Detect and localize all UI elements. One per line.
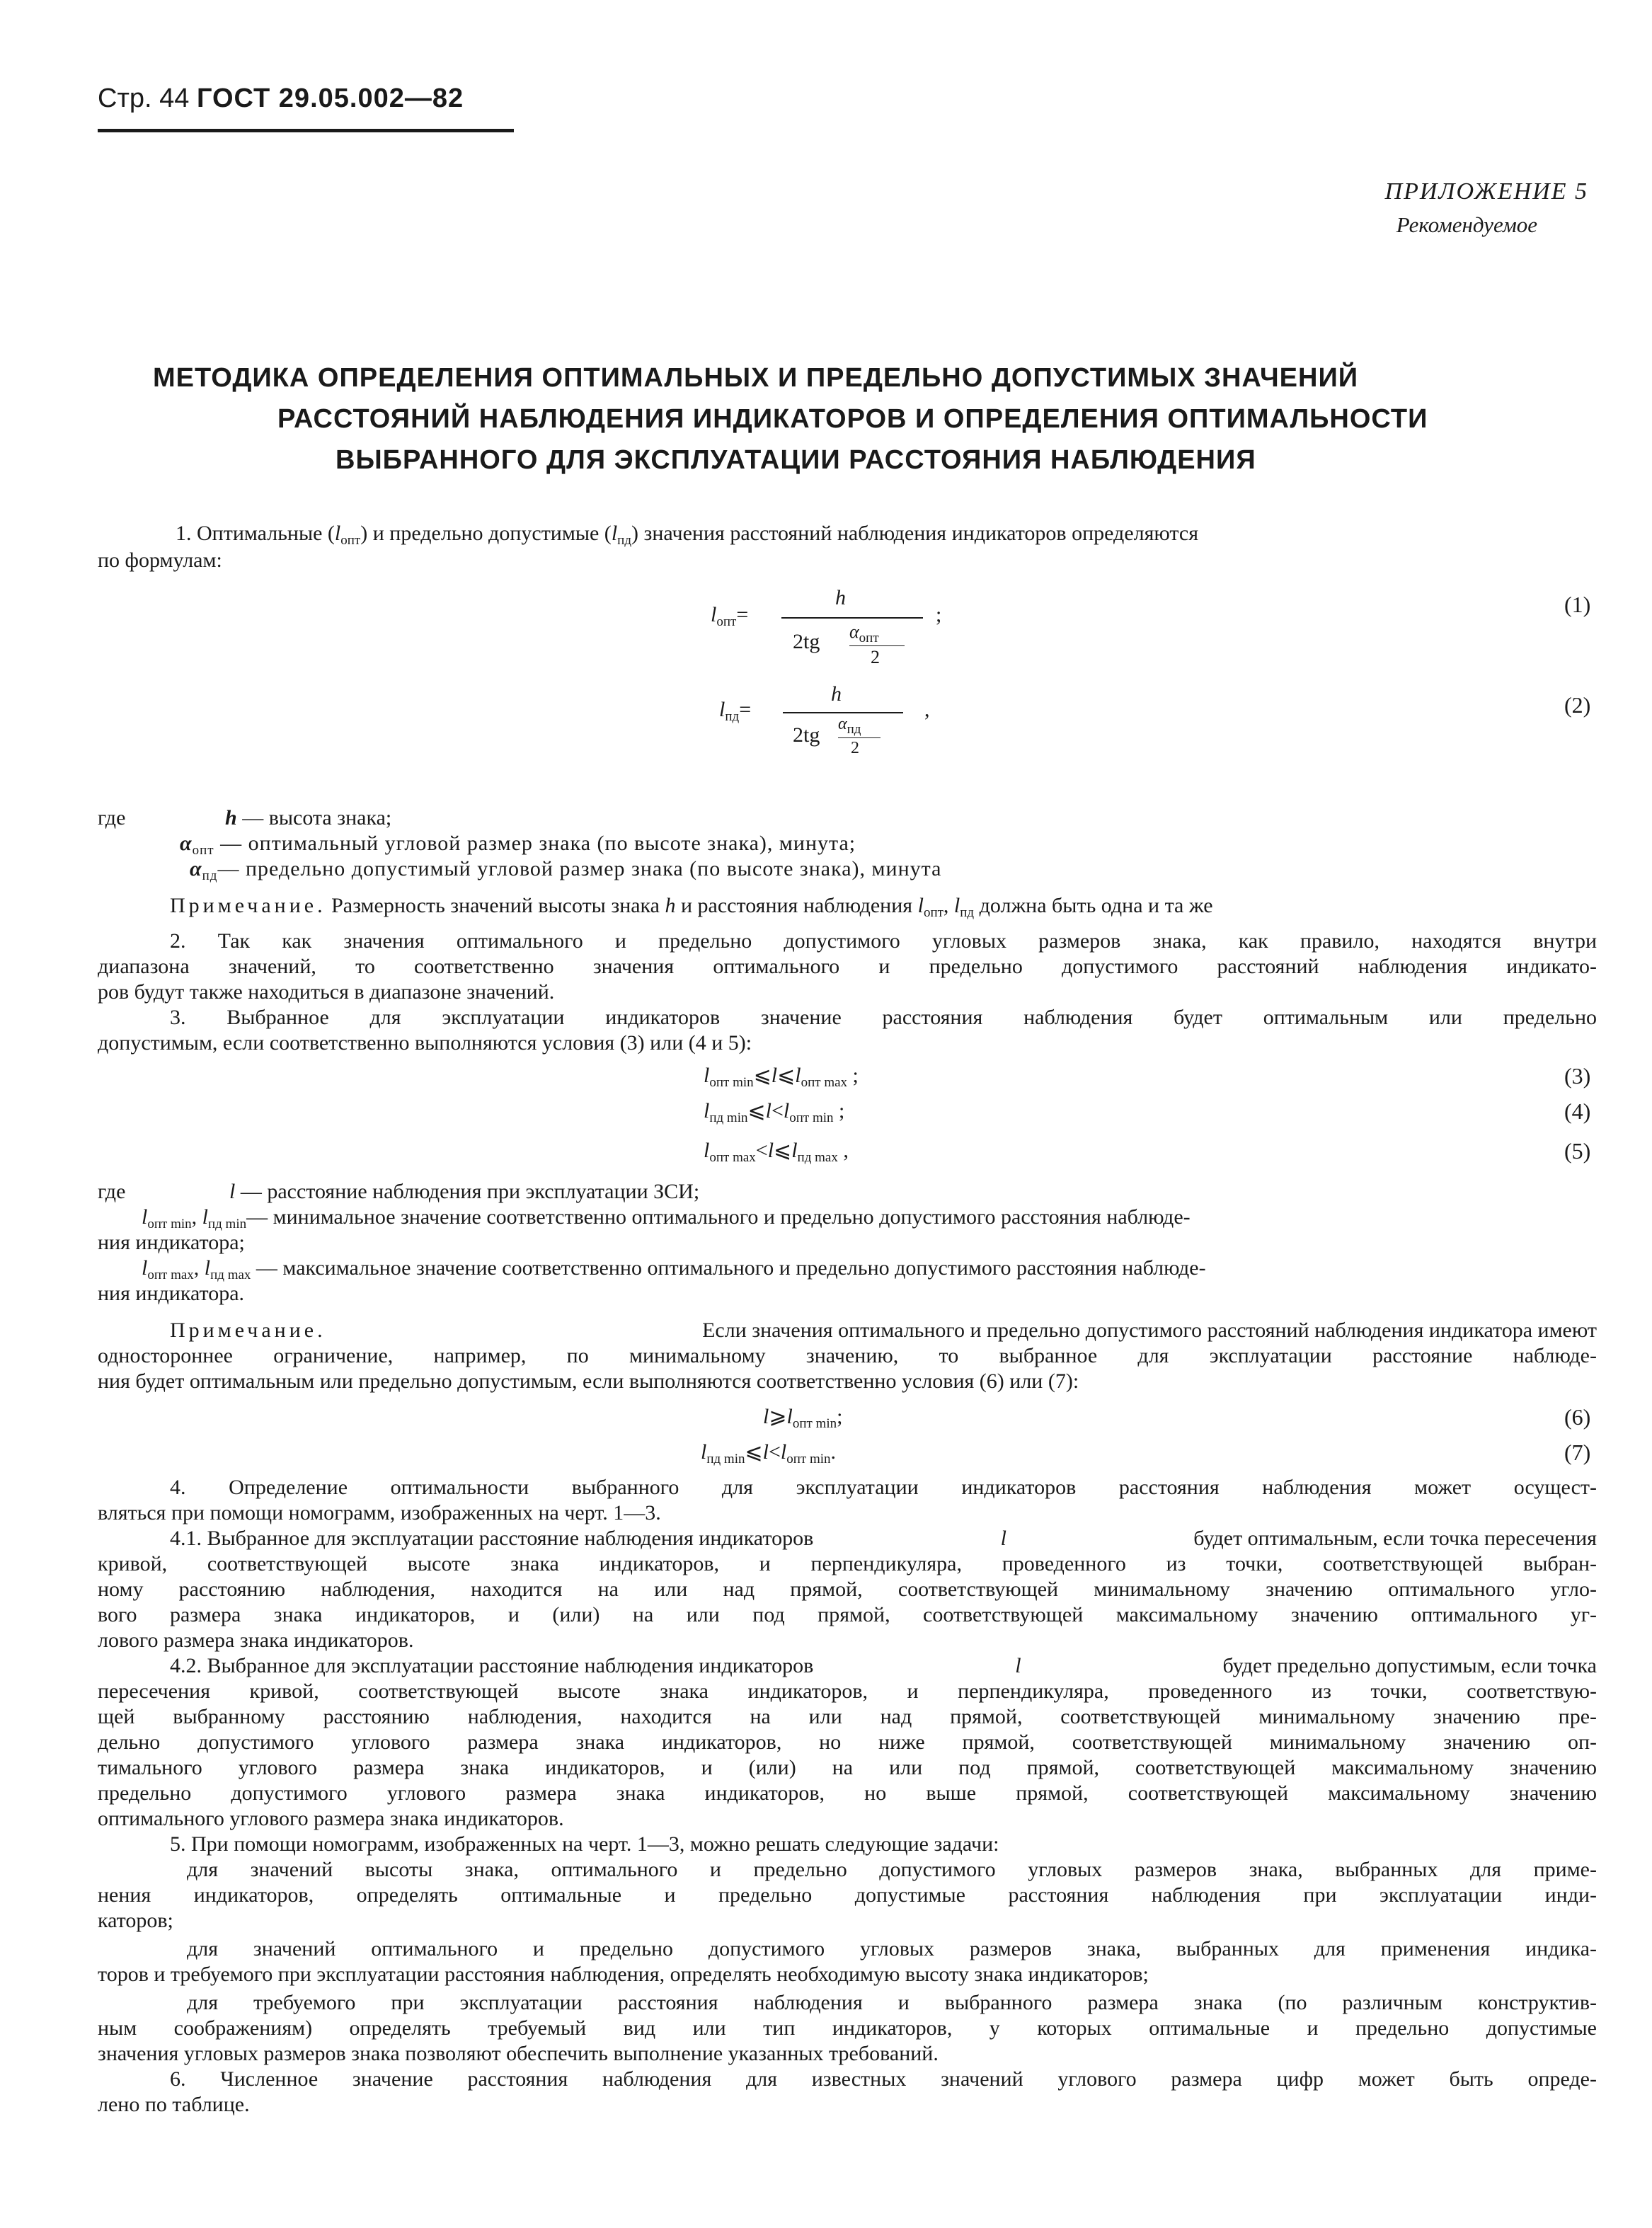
paragraph-5a-line: нения индикаторов, определять оптимальные и предельно допустимые расстояния наблюдения при эксплуатации инди- — [98, 1883, 1597, 1907]
paragraph-4-1-line: вого размера знака индикаторов, и (или) на или под прямой, соответствующей максимальному значению оптимального уг- — [98, 1603, 1597, 1626]
definition-h: h — высота знака; — [225, 806, 392, 829]
paragraph-3-line: допустимым, если соответственно выполняются условия (3) или (4 и 5): — [98, 1031, 752, 1055]
paragraph-5b-line: для значений оптимального и предельно допустимого угловых размеров знака, выбранных для применения индика- — [187, 1937, 1597, 1960]
paragraph-4-2-line: дельно допустимого углового размера знака индикаторов, но ниже прямой, соответствующей минимальному значению оп- — [98, 1730, 1597, 1754]
appendix-title: ПРИЛОЖЕНИЕ 5 — [1384, 178, 1588, 205]
definition-min-cont: ния индикатора; — [98, 1231, 245, 1254]
paragraph-4-1-line: кривой, соответствующей высоте знака индикаторов, и перпендикуляра, проведенного из точки, соответствующей выбран- — [98, 1552, 1597, 1575]
paragraph-1-line: 1. Оптимальные $(l_{опт})$ и предельно допустимые $(l_{пд})$ значения расстояний наблюдения индикаторов определяются — [176, 522, 1199, 548]
paragraph-4-2-line: оптимального углового размера знака индикаторов. — [98, 1807, 564, 1830]
condition-7: $l_{пд min}⩽l<l_{опт min}$. — [701, 1440, 837, 1466]
paragraph-5c-line: для требуемого при эксплуатации расстояния наблюдения и выбранного размера знака (по различным конструктив- — [187, 1991, 1597, 2014]
definition-max-cont: ния индикатора. — [98, 1282, 245, 1305]
paragraph-4-line: вляться при помощи номограмм, изображенных на черт. 1—3. — [98, 1501, 661, 1524]
formula-2: $l_{пд}=$ h 2tg $\alpha_{пд}$ 2 , — [719, 682, 930, 757]
paragraph-4-2-line: пересечения кривой, соответствующей высоте знака индикаторов, и перпендикуляра, проведенного из точки, соответствую- — [98, 1679, 1597, 1703]
paragraph-4-2-line: 4.2. Выбранное для эксплуатации расстояние наблюдения индикаторов l будет предельно допустимым, если точка — [170, 1654, 1597, 1677]
note-1: Примечание. Размерность значений высоты знака h и расстояния наблюдения $l_{опт}$, $l_{пд}$ должна быть одна и та же — [170, 894, 1213, 920]
condition-3: $l_{опт min}⩽l⩽l_{опт max}$ ; — [704, 1064, 859, 1090]
definition-alpha-pd: $\alpha_{пд}—$ предельно допустимый угловой размер знака (по высоте знака), минута — [190, 857, 942, 883]
paragraph-6-line: 6. Численное значение расстояния наблюдения для известных значений углового размера цифр может быть опреде- — [170, 2067, 1597, 2091]
paragraph-4-1-line: 4.1. Выбранное для эксплуатации расстояние наблюдения индикаторов l будет оптимальным, если точка пересечения — [170, 1527, 1597, 1550]
note-2-line: одностороннее ограничение, например, по минимальному значению, то выбранное для эксплуатации расстояние наблюде- — [98, 1344, 1597, 1367]
definition-alpha-opt: $\alpha_{опт}$ — оптимальный угловой размер знака (по высоте знака), минута; — [180, 832, 856, 858]
paragraph-6-line: лено по таблице. — [98, 2093, 250, 2116]
condition-6: $l⩾l_{опт min}$; — [763, 1405, 843, 1431]
paragraph-2-line: ров будут также находиться в диапазоне значений. — [98, 980, 555, 1004]
appendix-status: Рекомендуемое — [1396, 212, 1537, 237]
definition-max: $l_{опт max}$, $l_{пд max}$ — максимальное значение соответственно оптимального и предельно допустимого расстояния наблюде- — [142, 1256, 1206, 1282]
definition-min: $l_{опт min}$, $l_{пд min}—$ минимальное значение соответственно оптимального и предельно допустимого расстояния наблюде- — [142, 1205, 1191, 1231]
standard-number: ГОСТ 29.05.002—82 — [196, 84, 464, 113]
page-number: Стр. 44 — [98, 84, 190, 113]
paragraph-5-intro: 5. При помощи номограмм, изображенных на черт. 1—3, можно решать следующие задачи: — [170, 1832, 999, 1856]
equation-number: (2) — [1564, 692, 1591, 718]
paragraph-3-line: 3. Выбранное для эксплуатации индикаторов значение расстояния наблюдения будет оптимальным или предельно — [170, 1006, 1597, 1029]
paragraph-2-line: 2. Так как значения оптимального и предельно допустимого угловых размеров знака, как правило, находятся внутри — [170, 929, 1597, 953]
paragraph-4-line: 4. Определение оптимальности выбранного для эксплуатации индикаторов расстояния наблюдения может осущест- — [170, 1476, 1597, 1499]
equation-number: (6) — [1564, 1404, 1591, 1430]
condition-5: $l_{опт max}<l⩽l_{пд max}$ , — [704, 1139, 849, 1165]
paragraph-5c-line: значения угловых размеров знака позволяют обеспечить выполнение указанных требований. — [98, 2042, 939, 2065]
where-label: где — [98, 806, 126, 829]
definition-l: l — расстояние наблюдения при эксплуатации ЗСИ; — [229, 1180, 700, 1203]
note-2-line: Примечание. Если значения оптимального и предельно допустимого расстояний наблюдения индикатора имеют — [170, 1319, 1597, 1342]
equation-number: (1) — [1564, 592, 1591, 617]
condition-4: $l_{пд min}⩽l<l_{опт min}$ ; — [704, 1099, 845, 1125]
paragraph-5a-line: каторов; — [98, 1909, 173, 1932]
equation-number: (4) — [1564, 1098, 1591, 1124]
title-line: МЕТОДИКА ОПРЕДЕЛЕНИЯ ОПТИМАЛЬНЫХ И ПРЕДЕЛЬНО ДОПУСТИМЫХ ЗНАЧЕНИЙ — [153, 363, 1359, 393]
paragraph-4-2-line: тимального углового размера знака индикаторов, и (или) на или под прямой, соответствующей максимальному значению — [98, 1756, 1597, 1779]
page-header — [98, 84, 464, 114]
paragraph-4-2-line: щей выбранному расстоянию наблюдения, находится на или над прямой, соответствующей минимальному значению пре- — [98, 1705, 1597, 1728]
formula-1: $l_{опт}=$ h 2tg $\alpha_{опт}$ 2 ; — [711, 586, 942, 667]
paragraph-4-1-line: ному расстоянию наблюдения, находится на или над прямой, соответствующей минимальному значению оптимального угло- — [98, 1578, 1597, 1601]
equation-number: (7) — [1564, 1440, 1591, 1465]
paragraph-5c-line: ным соображениям) определять требуемый вид или тип индикаторов, у которых оптимальные и предельно допустимые — [98, 2016, 1597, 2040]
note-2-line: ния будет оптимальным или предельно допустимым, если выполняются соответственно условия (6) или (7): — [98, 1369, 1079, 1393]
where-label: где — [98, 1180, 126, 1203]
header-rule — [98, 129, 514, 132]
title-line: ВЫБРАННОГО ДЛЯ ЭКСПЛУАТАЦИИ РАССТОЯНИЯ НАБЛЮДЕНИЯ — [335, 445, 1256, 475]
equation-number: (3) — [1564, 1063, 1591, 1089]
paragraph-4-1-line: лового размера знака индикаторов. — [98, 1629, 414, 1652]
paragraph-4-2-line: предельно допустимого углового размера знака индикаторов, но выше прямой, соответствующей максимальному значению — [98, 1781, 1597, 1805]
equation-number: (5) — [1564, 1138, 1591, 1164]
paragraph-5b-line: торов и требуемого при эксплуатации расстояния наблюдения, определять необходимую высоту знака индикаторов; — [98, 1963, 1149, 1986]
paragraph-2-line: диапазона значений, то соответственно значения оптимального и предельно допустимого расстояний наблюдения индикато- — [98, 955, 1597, 978]
title-line: РАССТОЯНИЙ НАБЛЮДЕНИЯ ИНДИКАТОРОВ И ОПРЕДЕЛЕНИЯ ОПТИМАЛЬНОСТИ — [277, 404, 1428, 434]
paragraph-1-line: по формулам: — [98, 549, 222, 572]
paragraph-5a-line: для значений высоты знака, оптимального и предельно допустимого угловых размеров знака, выбранных для приме- — [187, 1858, 1597, 1881]
